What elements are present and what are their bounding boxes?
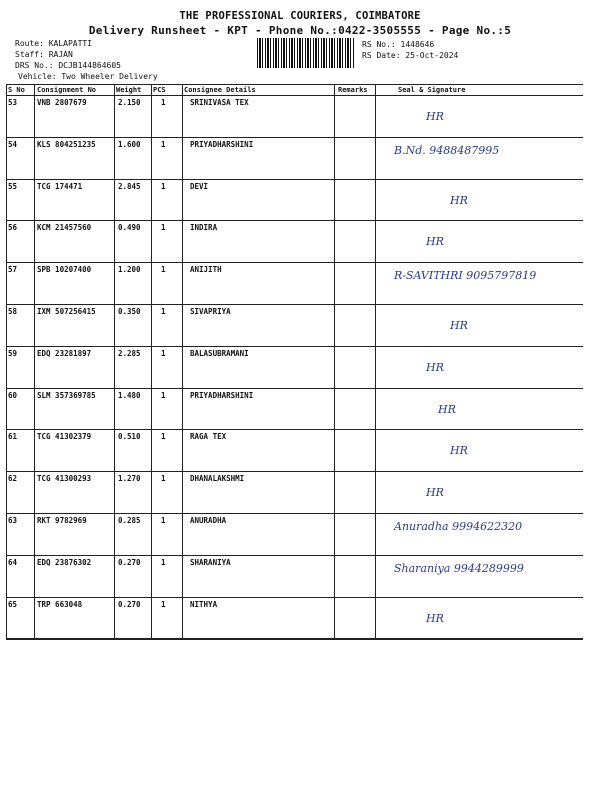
signature-text: HR	[426, 486, 444, 500]
table-row	[6, 263, 583, 305]
runsheet-subtitle: Delivery Runsheet - KPT - Phone No.:0422-3505555 - Page No.:5	[88, 24, 512, 37]
cell-sno: 55	[8, 181, 18, 191]
handwritten-signature	[6, 556, 583, 598]
drs-number: DRS No.: DCJB144864605	[15, 61, 121, 70]
cell-consignment: KCM 21457560	[37, 223, 92, 233]
cell-consignee: BALASUBRAMANI	[190, 348, 249, 358]
handwritten-signature	[6, 96, 583, 138]
route-label: Route: KALAPATTI	[15, 39, 93, 48]
signature-text: HR	[450, 444, 468, 458]
cell-consignment: TCG 41302379	[37, 432, 92, 442]
cell-pcs: 1	[161, 223, 166, 233]
cell-weight: 0.270	[118, 557, 141, 567]
vehicle-label: Vehicle: Two Wheeler Delivery	[18, 72, 158, 81]
barcode-image	[257, 38, 355, 68]
cell-sno: 62	[8, 474, 18, 484]
table-row	[6, 221, 583, 263]
signature-text: B.Nd. 9488487995	[394, 143, 500, 157]
cell-consignee: PRIYADHARSHINI	[190, 139, 254, 149]
cell-pcs: 1	[161, 181, 166, 191]
table-row	[6, 347, 583, 389]
cell-sno: 57	[8, 265, 18, 275]
table-row	[6, 472, 583, 514]
table-row	[6, 430, 583, 472]
cell-weight: 0.510	[118, 432, 141, 442]
cell-sno: 56	[8, 223, 18, 233]
runsheet-table	[6, 84, 583, 640]
signature-text: HR	[426, 110, 444, 123]
signature-text: R-SAVITHRI 9095797819	[394, 269, 537, 283]
cell-weight: 1.200	[118, 265, 141, 275]
cell-consignee: ANURADHA	[190, 516, 227, 525]
handwritten-signature	[6, 221, 583, 263]
col-header-sno: S No	[8, 86, 25, 94]
cell-pcs: 1	[161, 599, 166, 609]
signature-text: HR	[426, 360, 444, 374]
cell-pcs: 1	[161, 265, 166, 275]
rs-date: RS Date: 25-Oct-2024	[362, 51, 459, 60]
handwritten-signature	[6, 430, 583, 472]
cell-consignment: TRP 663048	[37, 599, 83, 609]
cell-pcs: 1	[161, 139, 166, 149]
table-row	[6, 514, 583, 556]
cell-consignee: DEVI	[190, 181, 209, 191]
cell-sno: 63	[8, 516, 18, 525]
cell-weight: 1.480	[118, 390, 141, 400]
col-header-consignment: Consignment No	[37, 86, 97, 94]
cell-consignee: SRINIVASA TEX	[190, 98, 249, 107]
signature-text: Sharaniya 9944289999	[394, 561, 524, 575]
cell-consignment: TCG 174471	[37, 181, 83, 191]
cell-consignee: NITHYA	[190, 599, 218, 609]
cell-consignment: IXM 507256415	[37, 307, 96, 316]
handwritten-signature	[6, 472, 583, 514]
cell-consignee: SHARANIYA	[190, 557, 231, 567]
cell-sno: 64	[8, 557, 18, 567]
col-header-remarks: Remarks	[338, 86, 368, 94]
col-header-seal: Seal & Signature	[398, 86, 466, 94]
cell-pcs: 1	[161, 390, 166, 400]
cell-sno: 53	[8, 98, 18, 107]
cell-consignment: EDQ 23876302	[37, 557, 92, 567]
cell-pcs: 1	[161, 474, 166, 484]
cell-weight: 0.350	[118, 307, 141, 316]
cell-sno: 54	[8, 139, 18, 149]
cell-consignment: VNB 2807679	[37, 98, 87, 107]
table-row	[6, 389, 583, 431]
cell-weight: 2.285	[118, 348, 141, 358]
cell-pcs: 1	[161, 98, 166, 107]
cell-consignment: RKT 9782969	[37, 516, 87, 525]
signature-text: HR	[426, 235, 444, 249]
cell-weight: 0.270	[118, 599, 141, 609]
table-row	[6, 598, 583, 640]
cell-sno: 65	[8, 599, 18, 609]
cell-weight: 1.600	[118, 139, 141, 149]
cell-sno: 59	[8, 348, 18, 358]
cell-consignment: KLS 804251235	[37, 139, 96, 149]
handwritten-signature	[6, 263, 583, 305]
cell-consignee: SIVAPRIYA	[190, 307, 231, 316]
handwritten-signature	[6, 347, 583, 389]
table-row	[6, 96, 583, 138]
signature-text: Anuradha 9994622320	[394, 520, 523, 533]
cell-pcs: 1	[161, 348, 166, 358]
cell-weight: 1.270	[118, 474, 141, 484]
cell-consignee: DHANALAKSHMI	[190, 474, 245, 484]
handwritten-signature	[6, 598, 583, 640]
signature-text: HR	[438, 402, 456, 416]
staff-label: Staff: RAJAN	[15, 50, 73, 59]
handwritten-signature	[6, 180, 583, 222]
cell-consignment: EDQ 23281897	[37, 348, 92, 358]
cell-pcs: 1	[161, 307, 166, 316]
table-row	[6, 556, 583, 598]
cell-weight: 0.490	[118, 223, 141, 233]
col-header-weight: Weight	[116, 86, 142, 94]
table-row	[6, 305, 583, 347]
cell-consignment: TCG 41300293	[37, 474, 92, 484]
cell-consignee: RAGA TEX	[190, 432, 227, 442]
cell-sno: 58	[8, 307, 18, 316]
cell-sno: 61	[8, 432, 18, 442]
handwritten-signature	[6, 514, 583, 556]
table-row	[6, 180, 583, 222]
cell-consignment: SLM 357369785	[37, 390, 96, 400]
table-row	[6, 138, 583, 180]
signature-text: HR	[450, 193, 468, 207]
cell-consignee: ANIJITH	[190, 265, 222, 275]
cell-pcs: 1	[161, 432, 166, 442]
cell-sno: 60	[8, 390, 18, 400]
cell-consignee: PRIYADHARSHINI	[190, 390, 254, 400]
cell-weight: 2.150	[118, 98, 141, 107]
cell-consignment: SPB 10207400	[37, 265, 92, 275]
cell-weight: 0.285	[118, 516, 141, 525]
cell-weight: 2.845	[118, 181, 141, 191]
col-header-consignee: Consignee Details	[184, 86, 256, 94]
company-title: THE PROFESSIONAL COURIERS, COIMBATORE	[179, 10, 421, 22]
cell-consignee: INDIRA	[190, 223, 218, 233]
col-header-pcs: PCS	[153, 86, 166, 94]
cell-pcs: 1	[161, 516, 166, 525]
signature-text: HR	[450, 319, 468, 332]
rs-number: RS No.: 1448646	[362, 40, 435, 49]
cell-pcs: 1	[161, 557, 166, 567]
signature-text: HR	[426, 611, 444, 625]
